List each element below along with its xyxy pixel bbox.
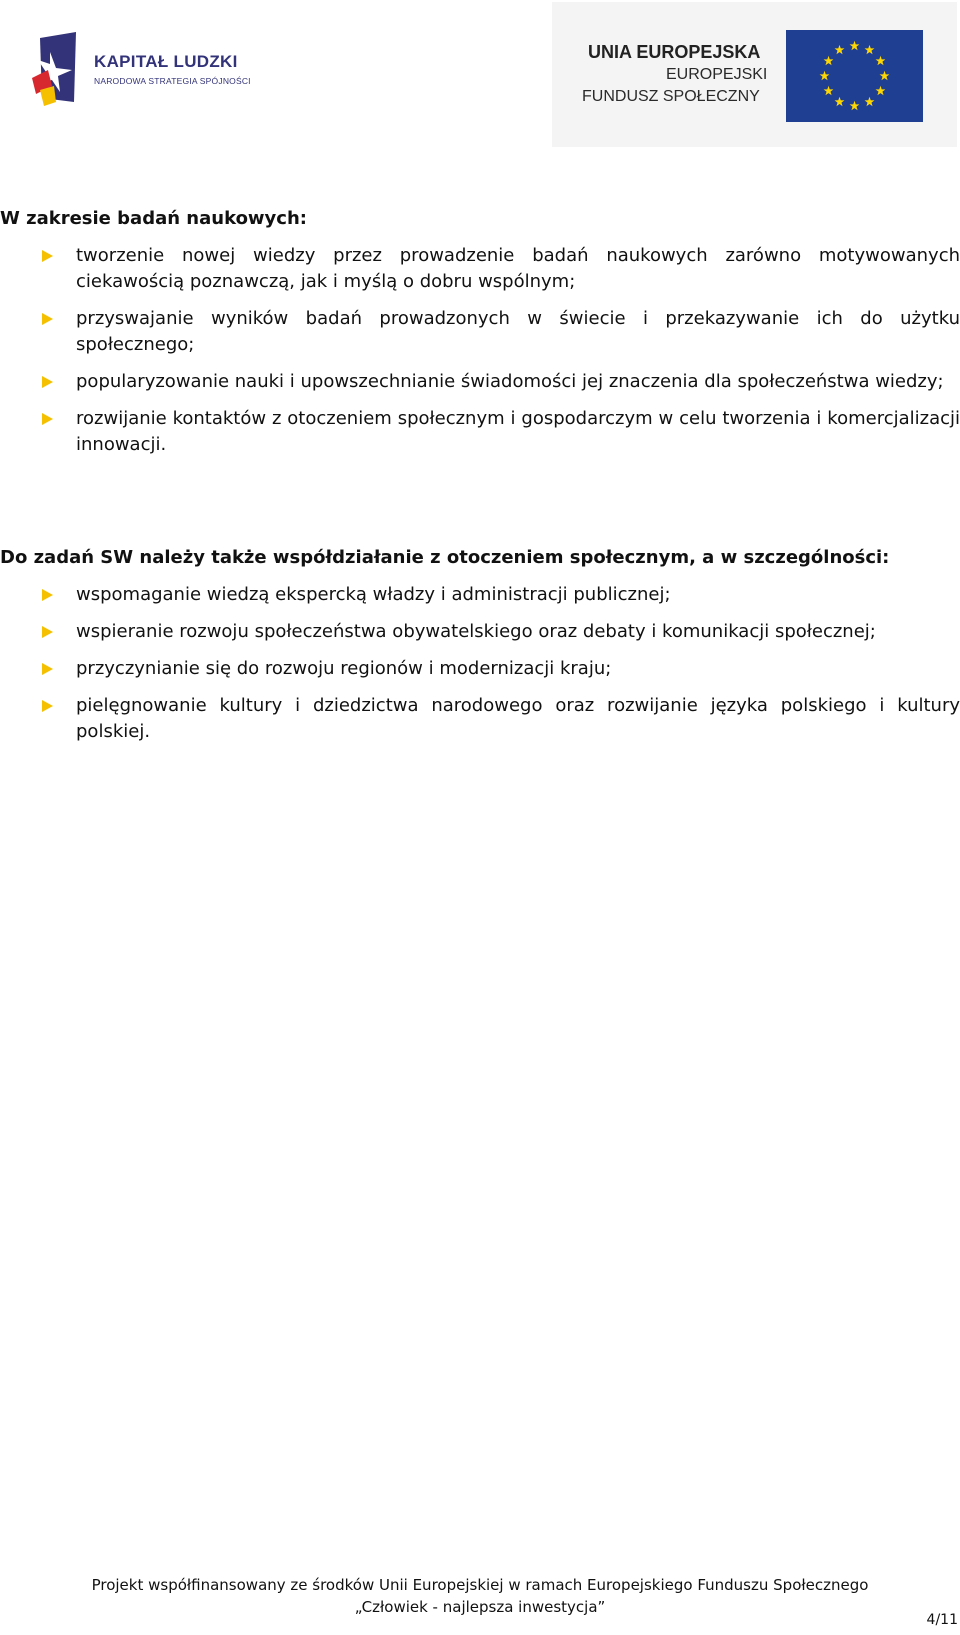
bullet-arrow-icon <box>42 313 53 325</box>
eu-star-icon <box>880 71 890 80</box>
eu-star-icon <box>876 56 886 65</box>
kapital-ludzki-logo <box>30 30 270 110</box>
list-item <box>0 369 960 395</box>
eu-star-icon <box>824 86 834 95</box>
eu-star-icon <box>865 45 875 54</box>
section-heading: Do zadań SW należy także współdziałanie z otoczeniem społecznym, a w szczególności: <box>0 547 890 568</box>
eu-logo-line2: EUROPEJSKI <box>666 66 768 83</box>
eu-star-icon <box>850 101 860 110</box>
eu-logo-title: UNIA EUROPEJSKA <box>588 42 761 62</box>
eu-logo-line3: FUNDUSZ SPOŁECZNY <box>582 88 760 105</box>
eu-star-icon <box>835 97 845 106</box>
eu-star-icon <box>876 86 886 95</box>
footer <box>0 1574 960 1618</box>
bullet-arrow-icon <box>42 663 53 675</box>
bullet-arrow-icon <box>42 250 53 262</box>
page-number: 4/11 <box>926 1612 958 1628</box>
bullet-arrow-icon <box>42 413 53 425</box>
list-item <box>0 656 960 682</box>
list-item-text: wspieranie rozwoju społeczeństwa obywatelskiego oraz debaty i komunikacji społecznej; <box>76 621 876 642</box>
list-item <box>0 243 960 295</box>
bullet-list <box>0 243 960 458</box>
list-item <box>0 619 960 645</box>
section-social-cooperation <box>0 547 960 756</box>
list-item-text: przyczynianie się do rozwoju regionów i modernizacji kraju; <box>76 658 612 679</box>
kapital-ludzki-subtitle: NARODOWA STRATEGIA SPÓJNOŚCI <box>94 76 251 86</box>
list-item-text: rozwijanie kontaktów z otoczeniem społecznym i gospodarczym w celu tworzenia i komercjalizacji innowacji. <box>76 408 960 455</box>
kapital-ludzki-title: KAPITAŁ LUDZKI <box>94 52 238 71</box>
bullet-arrow-icon <box>42 626 53 638</box>
footer-slogan: „Człowiek - najlepsza inwestycja” <box>354 1598 606 1616</box>
bullet-arrow-icon <box>42 589 53 601</box>
list-item <box>0 306 960 358</box>
list-item <box>0 582 960 608</box>
eu-star-icon <box>865 97 875 106</box>
footer-funding-line: Projekt współfinansowany ze środków Unii Europejskiej w ramach Europejskiego Funduszu Społecznego <box>91 1576 869 1594</box>
list-item <box>0 406 960 458</box>
eu-stars-icon <box>786 30 923 122</box>
list-item <box>0 693 960 745</box>
list-item-text: pielęgnowanie kultury i dziedzictwa narodowego oraz rozwijanie języka polskiego i kultury polskiej. <box>76 695 960 742</box>
kapital-ludzki-emblem-icon <box>30 30 90 110</box>
section-heading: W zakresie badań naukowych: <box>0 208 307 229</box>
list-item-text: wspomaganie wiedzą ekspercką władzy i administracji publicznej; <box>76 584 671 605</box>
list-item-text: popularyzowanie nauki i upowszechnianie świadomości jej znaczenia dla społeczeństwa wiedzy; <box>76 371 944 392</box>
eu-star-icon <box>820 71 830 80</box>
bullet-arrow-icon <box>42 700 53 712</box>
eu-flag <box>786 30 923 122</box>
eu-star-icon <box>835 45 845 54</box>
list-item-text: tworzenie nowej wiedzy przez prowadzenie badań naukowych zarówno motywowanych ciekawością poznawczą, jak i myślą o dobru wspólnym; <box>76 245 960 292</box>
bullet-arrow-icon <box>42 376 53 388</box>
section-research <box>0 208 960 469</box>
eu-star-icon <box>850 41 860 50</box>
list-item-text: przyswajanie wyników badań prowadzonych w świecie i przekazywanie ich do użytku społecznego; <box>76 308 960 355</box>
eu-star-icon <box>824 56 834 65</box>
bullet-list <box>0 582 960 745</box>
eu-logo <box>552 2 957 147</box>
